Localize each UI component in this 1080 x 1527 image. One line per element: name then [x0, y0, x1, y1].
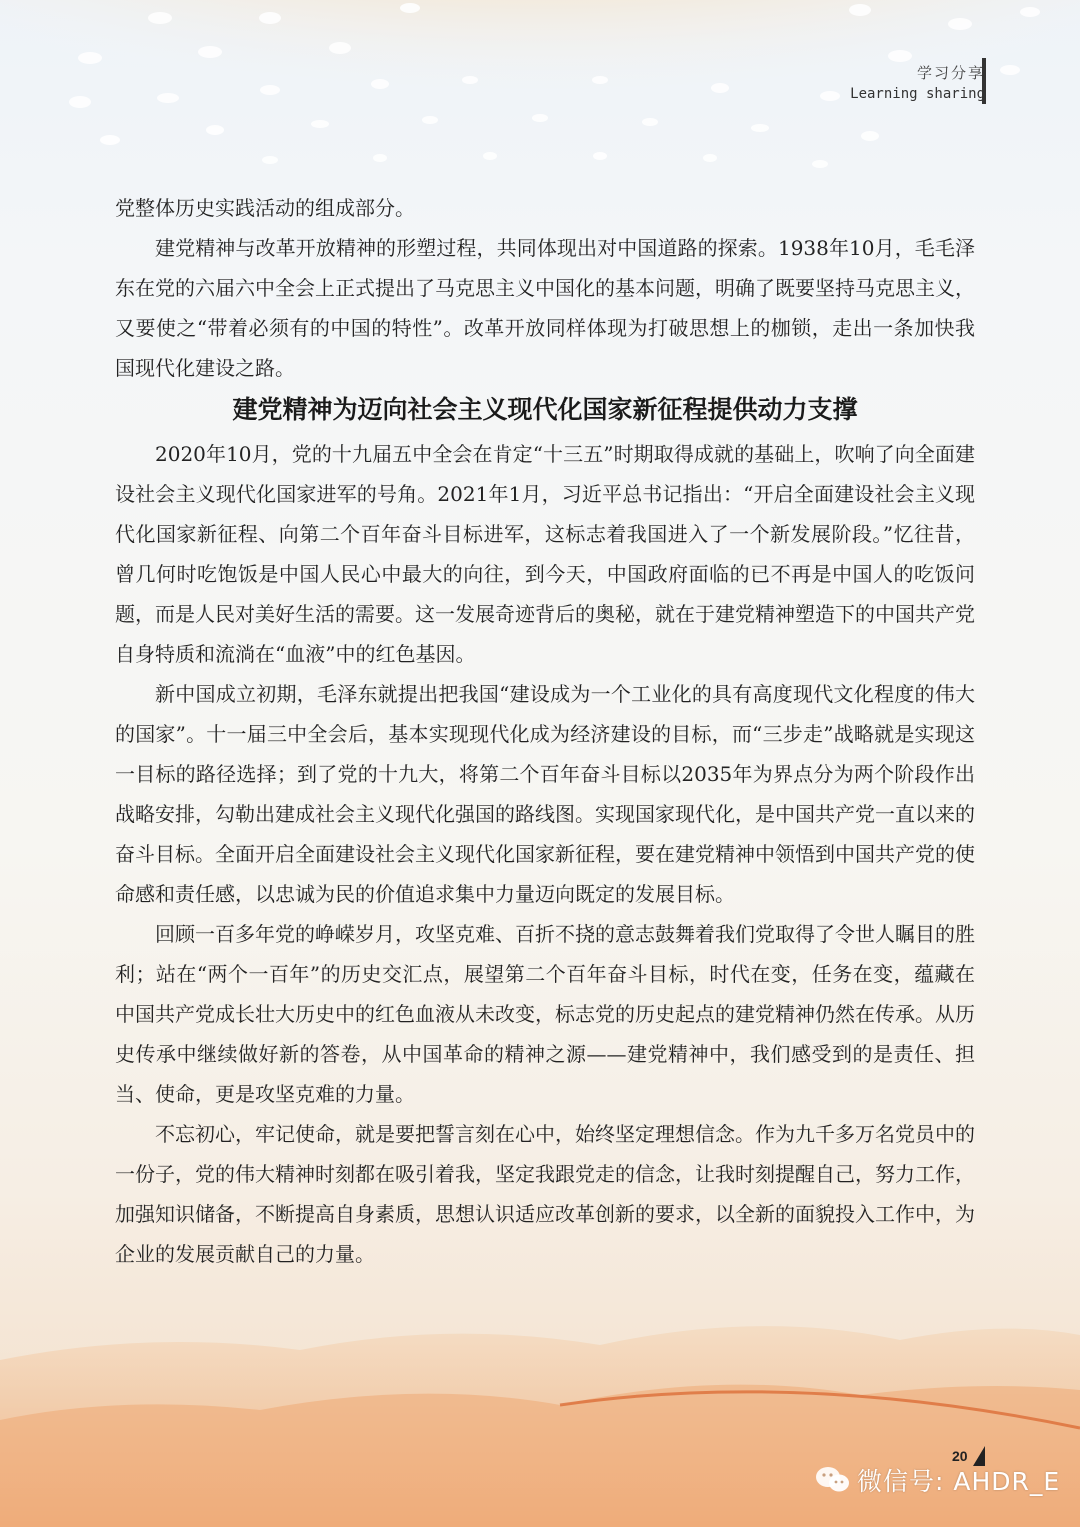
wechat-icon: [815, 1465, 851, 1495]
paragraph: 党整体历史实践活动的组成部分。: [115, 196, 415, 220]
paragraph: 回顾一百多年党的峥嵘岁月，攻坚克难、百折不挠的意志鼓舞着我们党取得了令世人瞩目的胜利；站在“两个一百年”的历史交汇点，展望第二个百年奋斗目标，时代在变，任务在变，蕴藏在中国共产党成长壮大历史中的红色血液从未改变，标志党的历史起点的建党精神仍然在传承。从历史传承中继续做好新的答卷，从中国革命的精神之源——建党精神中，我们感受到的是责任、担当、使命，更是攻坚克难的力量。: [115, 922, 975, 1106]
section-header: [850, 62, 985, 102]
section-heading: 建党精神为迈向社会主义现代化国家新征程提供动力支撑: [232, 395, 858, 424]
sunset-mountains-front: [0, 1385, 1080, 1527]
paragraph: 不忘初心，牢记使命，就是要把誓言刻在心中，始终坚定理想信念。作为九千多万名党员中的一份子，党的伟大精神时刻都在吸引着我，坚定我跟党走的信念，让我时刻提醒自己，努力工作，加强知识储备，不断提高自身素质，思想认识适应改革创新的要求，以全新的面貌投入工作中，为企业的发展贡献自己的力量。: [115, 1122, 975, 1266]
page-number: 20: [952, 1448, 968, 1464]
article-body: [115, 188, 975, 1274]
paragraph: 新中国成立初期，毛泽东就提出把我国“建设成为一个工业化的具有高度现代文化程度的伟大的国家”。十一届三中全会后，基本实现现代化成为经济建设的目标，而“三步走”战略就是实现这一目标的路径选择；到了党的十九大，将第二个百年奋斗目标以2035年为界点分为两个阶段作出战略安排，勾勒出建成社会主义现代化强国的路线图。实现国家现代化，是中国共产党一直以来的奋斗目标。全面开启全面建设社会主义现代化国家新征程，要在建党精神中领悟到中国共产党的使命感和责任感，以忠诚为民的价值追求集中力量迈向既定的发展目标。: [115, 682, 975, 906]
paragraph: 建党精神与改革开放精神的形塑过程，共同体现出对中国道路的探索。1938年10月，毛毛泽东在党的六届六中全会上正式提出了马克思主义中国化的基本问题，明确了既要坚持马克思主义，又要使之“带着必须有的中国的特性”。改革开放同样体现为打破思想上的枷锁，走出一条加快我国现代化建设之路。: [115, 236, 975, 380]
section-title-en: Learning sharing: [850, 86, 985, 102]
wechat-watermark: [815, 1462, 1060, 1498]
paragraph: 2020年10月，党的十九届五中全会在肯定“十三五”时期取得成就的基础上，吹响了向全面建设社会主义现代化国家进军的号角。2021年1月，习近平总书记指出：“开启全面建设社会主义现代化国家新征程、向第二个百年奋斗目标进军，这标志着我国进入了一个新发展阶段。”忆往昔，曾几何时吃饱饭是中国人民心中最大的向往，到今天，中国政府面临的已不再是中国人的吃饭问题，而是人民对美好生活的需要。这一发展奇迹背后的奥秘，就在于建党精神塑造下的中国共产党自身特质和流淌在“血液”中的红色基因。: [115, 442, 975, 666]
wechat-id-label: 微信号: AHDR_E: [857, 1467, 1061, 1496]
section-title-cn: 学习分享: [916, 64, 985, 82]
